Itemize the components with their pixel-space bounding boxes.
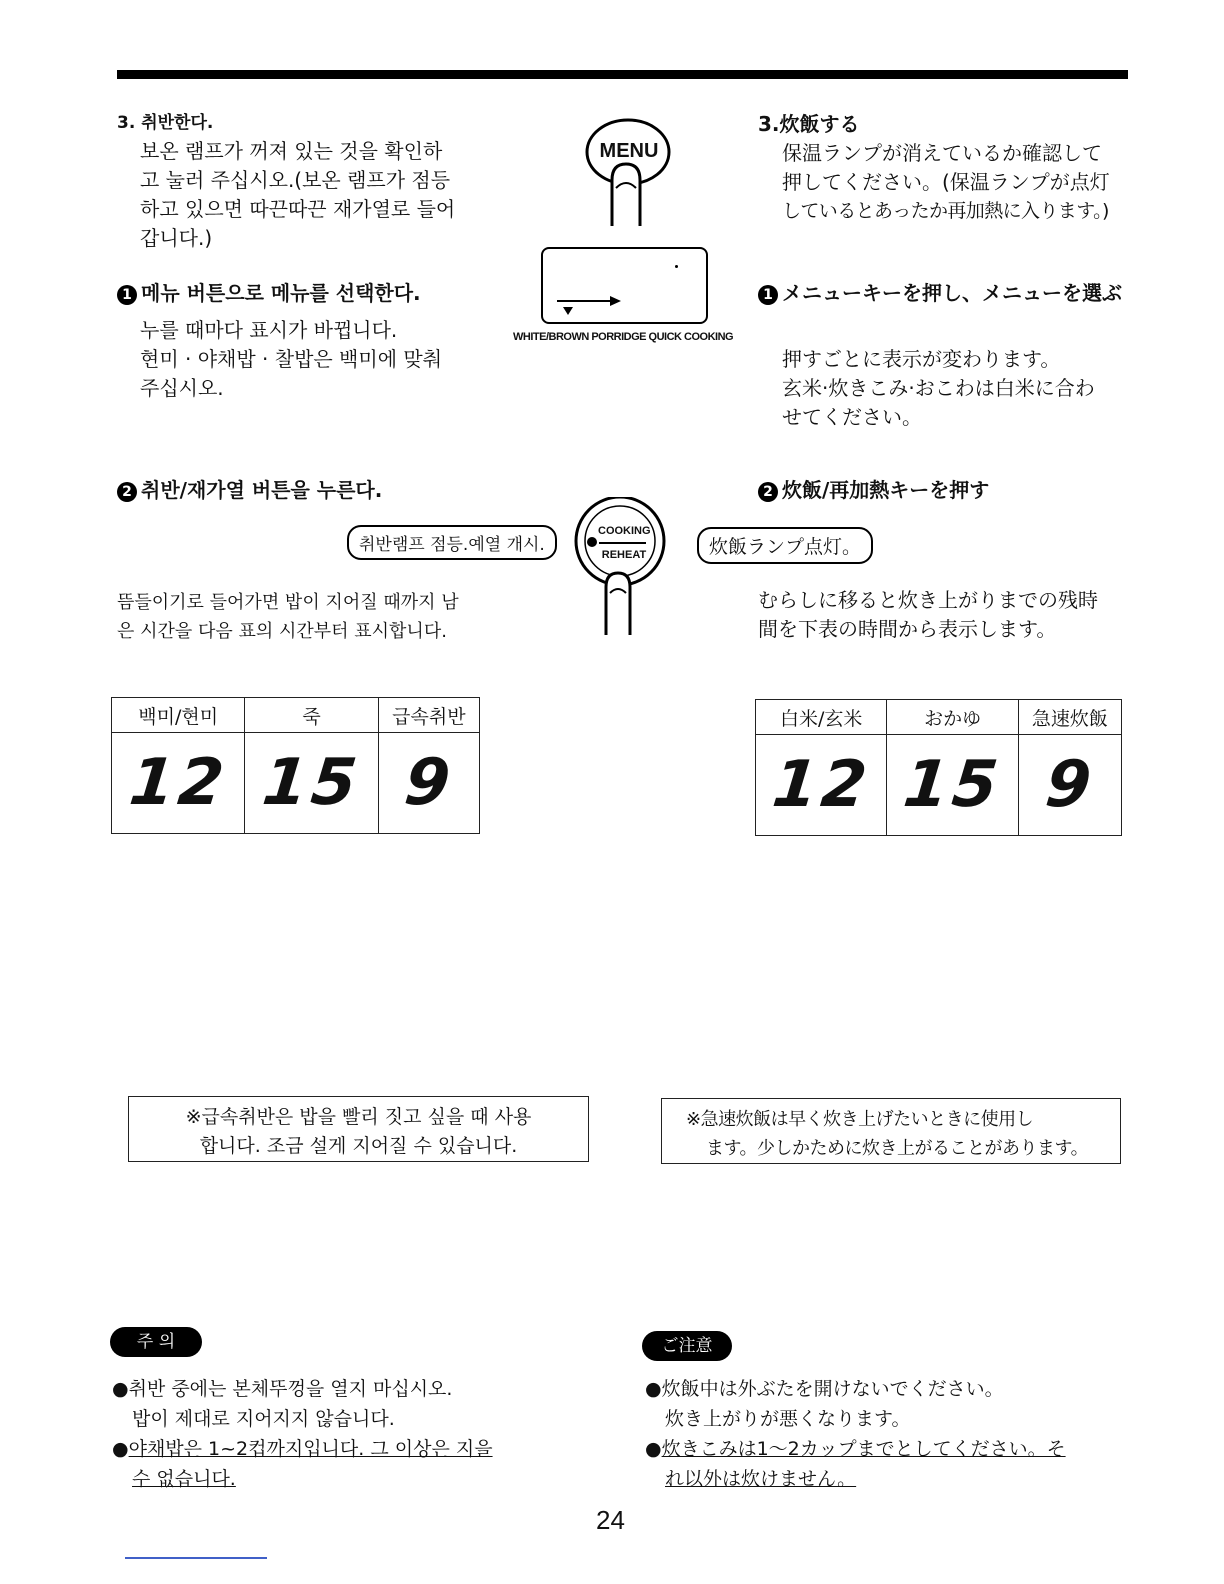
ja-menu-text bbox=[782, 345, 1132, 432]
menu-button-label: MENU bbox=[599, 140, 659, 162]
ko-step-text bbox=[140, 137, 500, 253]
ko-table-header: 죽 bbox=[245, 698, 378, 733]
ja-menu-line: 押すごとに表示が変わります。 bbox=[782, 347, 1061, 371]
ja-cook-text bbox=[758, 586, 1138, 644]
lcd-digits: 12 bbox=[768, 748, 874, 822]
ja-time-table bbox=[755, 699, 1122, 836]
ko-table-cell bbox=[245, 733, 378, 834]
ja-table-cell bbox=[756, 735, 887, 836]
ja-table-header: 急速炊飯 bbox=[1018, 700, 1121, 735]
ko-caution-item bbox=[112, 1464, 592, 1494]
ja-step-title: 3.炊飯する bbox=[758, 112, 860, 136]
circled-number-icon: 1 bbox=[758, 285, 778, 305]
ko-step-line: 갑니다.) bbox=[140, 226, 213, 250]
ko-menu-title-text: 메뉴 버튼으로 메뉴를 선택한다. bbox=[141, 281, 421, 305]
panel-mode-labels: WHITE/BROWN PORRIDGE QUICK COOKING bbox=[513, 331, 734, 343]
ja-table-header: 白米/玄米 bbox=[756, 700, 887, 735]
ko-cook-title bbox=[117, 474, 382, 503]
circled-number-icon: 2 bbox=[117, 482, 137, 502]
reheat-label: REHEAT bbox=[601, 549, 647, 561]
ko-caution-item: ●취반 중에는 본체뚜껑을 열지 마십시오. bbox=[112, 1378, 453, 1400]
ja-cook-title bbox=[758, 474, 989, 503]
ja-table-header: おかゆ bbox=[887, 700, 1018, 735]
ja-caution-item: ●炊きこみは1～2カップまでとしてください。そ bbox=[645, 1438, 1066, 1460]
ja-caution-list bbox=[645, 1374, 1135, 1494]
ko-cook-title-text: 취반/재가열 버튼을 누른다. bbox=[141, 478, 383, 502]
finger-press-icon bbox=[570, 118, 690, 228]
ja-menu-title-text: メニューキーを押し、メニューを選ぶ bbox=[782, 281, 1122, 305]
ko-cook-line: 은 시간을 다음 표의 시간부터 표시합니다. bbox=[117, 621, 447, 642]
cooking-button-illustration bbox=[572, 497, 672, 637]
ko-menu-line: 현미 · 야채밥 · 찰밥은 백미에 맞춰 bbox=[140, 347, 443, 371]
ja-caution-item: 炊き上がりが悪くなります。 bbox=[665, 1408, 911, 1430]
ko-table-cell bbox=[378, 733, 479, 834]
ja-caution-item: ●炊飯中は外ぶたを開けないでください。 bbox=[645, 1378, 1004, 1400]
triangle-down-icon bbox=[563, 307, 573, 315]
ko-step-line: 고 눌러 주십시오.(보온 램프가 점등 bbox=[140, 168, 451, 192]
ja-table-cell bbox=[887, 735, 1018, 836]
ja-step-line: 押してください。(保温ランプが点灯 bbox=[782, 170, 1110, 194]
circled-number-icon: 1 bbox=[117, 285, 137, 305]
lcd-digits: 15 bbox=[259, 746, 364, 820]
ko-step-line: 보온 램프가 꺼져 있는 것을 확인하 bbox=[140, 139, 443, 163]
lcd-digits: 12 bbox=[125, 746, 231, 820]
ko-step-title: 3. 취반한다. bbox=[117, 113, 214, 133]
ko-caution-item: 밥이 제대로 지어지지 않습니다. bbox=[132, 1408, 395, 1430]
ja-table-cell bbox=[1018, 735, 1121, 836]
ko-caution-underlined: 야채밥은 1~2컵까지입니다. 그 이상은 지을 bbox=[128, 1438, 493, 1460]
ko-caution-list bbox=[112, 1374, 592, 1494]
ja-caution-label: ご注意 bbox=[642, 1331, 732, 1361]
footer-line bbox=[125, 1557, 267, 1559]
circled-number-icon: 2 bbox=[758, 482, 778, 502]
ja-menu-title bbox=[758, 277, 1122, 306]
ja-step-line: 保温ランプが消えているか確認して bbox=[782, 141, 1102, 165]
ko-menu-text bbox=[140, 316, 500, 403]
ja-note-box bbox=[661, 1098, 1121, 1164]
ja-caution-underlined: れ以外は炊けません。 bbox=[665, 1468, 857, 1490]
lamp-dot-icon bbox=[675, 265, 678, 268]
ja-step-text bbox=[782, 139, 1132, 226]
ja-menu-line: 玄米·炊きこみ·おこわは白米に合わ bbox=[782, 376, 1095, 400]
ko-cook-text bbox=[117, 588, 459, 646]
page-number: 24 bbox=[596, 1505, 625, 1535]
ko-table-header: 백미/현미 bbox=[112, 698, 245, 733]
ko-note-line: ※급속취반은 밥을 빨리 짓고 싶을 때 사용 bbox=[185, 1106, 532, 1128]
cooking-label: COOKING bbox=[598, 525, 651, 537]
ja-step-line: しているとあったか再加熱に入ります。) bbox=[782, 200, 1109, 222]
ko-step-line: 하고 있으면 따끈따끈 재가열로 들어 bbox=[140, 197, 456, 221]
ja-menu-line: せてください。 bbox=[782, 405, 922, 429]
ko-menu-title bbox=[117, 277, 421, 306]
ko-note-line: 합니다. 조금 설게 지어질 수 있습니다. bbox=[199, 1135, 518, 1157]
ja-cook-line: 間を下表の時間から表示します。 bbox=[758, 617, 1057, 641]
top-rule bbox=[117, 70, 1128, 79]
lcd-digits: 9 bbox=[1041, 748, 1099, 822]
ja-cook-title-text: 炊飯/再加熱キーを押す bbox=[782, 478, 990, 502]
finger-press-icon bbox=[572, 497, 672, 637]
ko-caution-label: 주 의 bbox=[110, 1327, 202, 1357]
ja-note-line: ※急速炊飯は早く炊き上げたいときに使用し bbox=[686, 1109, 1034, 1130]
ko-menu-line: 누를 때마다 표시가 바뀝니다. bbox=[140, 318, 398, 342]
ja-note-line: ます。少しかために炊き上がることがあります。 bbox=[706, 1138, 1089, 1159]
menu-button-illustration bbox=[570, 118, 690, 228]
ja-caution-item bbox=[645, 1464, 1135, 1494]
ja-cook-lamp-label: 炊飯ランプ点灯。 bbox=[697, 527, 873, 564]
ko-note-box bbox=[128, 1096, 589, 1162]
ja-cook-line: むらしに移ると炊き上がりまでの残時 bbox=[758, 588, 1098, 612]
ko-caution-underlined: 수 없습니다. bbox=[132, 1468, 236, 1490]
ko-cook-lamp-label: 취반램프 점등.예열 개시. bbox=[347, 525, 557, 560]
ja-caution-underlined: 炊きこみは1～2カップまでとしてください。そ bbox=[661, 1438, 1066, 1460]
ko-cook-line: 뜸들이기로 들어가면 밥이 지어질 때까지 남 bbox=[117, 592, 459, 613]
ko-menu-line: 주십시오. bbox=[140, 376, 224, 400]
ko-table-header: 급속취반 bbox=[378, 698, 479, 733]
ko-time-table bbox=[111, 697, 480, 834]
lcd-digits: 9 bbox=[400, 746, 458, 820]
arrow-right-icon bbox=[555, 291, 625, 321]
ko-table-cell bbox=[112, 733, 245, 834]
display-panel bbox=[541, 247, 708, 324]
ko-caution-item: ●야채밥은 1~2컵까지입니다. 그 이상은 지을 bbox=[112, 1438, 493, 1460]
lcd-digits: 15 bbox=[900, 748, 1005, 822]
